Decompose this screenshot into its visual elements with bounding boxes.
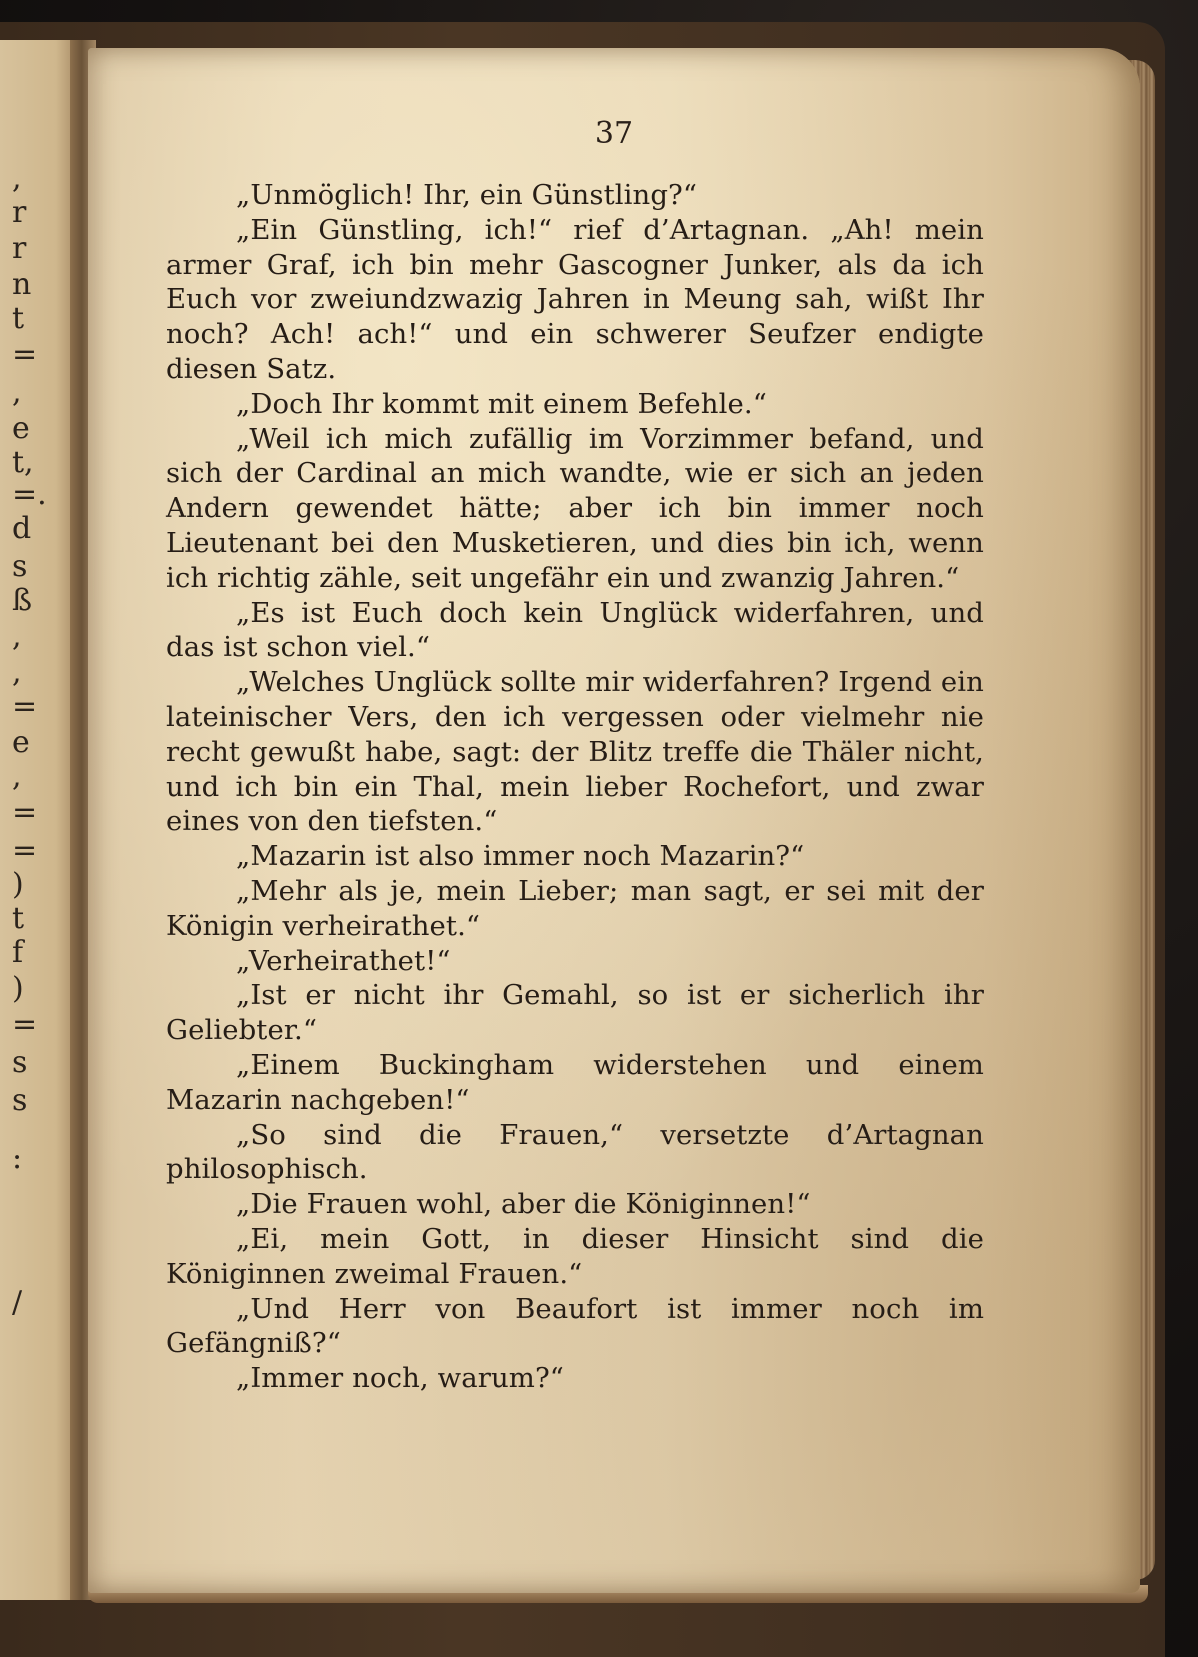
paragraph: „Verheirathet!“	[236, 944, 451, 977]
page-number: 37	[594, 116, 634, 151]
left-page-fragment	[0, 40, 80, 1600]
left-edge-mark: t	[12, 901, 25, 936]
paragraph: „Ei, mein Gott, in dieser Hinsicht sind die Königinnen zweimal Frauen.“	[166, 1222, 984, 1290]
left-edge-mark: e	[12, 411, 30, 446]
left-edge-mark: ,	[12, 655, 22, 690]
left-edge-mark: s	[12, 549, 28, 584]
left-edge-mark: d	[12, 511, 32, 546]
left-edge-mark: s	[12, 1045, 28, 1080]
paragraph: „Mazarin ist also immer noch Mazarin?“	[236, 840, 805, 873]
paragraph: „Weil ich mich zufällig im Vorzimmer befand, und sich der Cardinal an mich wandte, wie er sich an jeden Andern gewendet hätte; aber ich bin immer noch Lieutenant bei den Musketieren, und dies bin ich, wenn ich richtig zähle, seit ungefähr ein und zwanzig Jahren.“	[166, 422, 984, 594]
paragraph: „Mehr als je, mein Lieber; man sagt, er sei mit der Königin verheirathet.“	[166, 874, 984, 942]
left-edge-mark: f	[12, 935, 24, 970]
left-edge-mark: ,	[12, 619, 22, 654]
left-edge-mark: ß	[12, 583, 33, 618]
paragraph: „Die Frauen wohl, aber die Königinnen!“	[236, 1188, 811, 1221]
left-page-edge-text	[0, 40, 80, 1600]
left-edge-mark: /	[12, 1285, 23, 1320]
paragraph: „Immer noch, warum?“	[236, 1362, 564, 1395]
page-text-body	[166, 178, 984, 1396]
left-edge-mark: =	[12, 337, 38, 372]
paragraph: „Ein Günstling, ich!“ rief d’Artagnan. „Ah! mein armer Graf, ich bin mehr Gascogner Junker, als da ich Euch vor zweiundzwazig Jahren in Meung sah, wißt Ihr noch? Ach! ach!“ und ein schwerer Seufzer endigte diesen Satz.	[166, 213, 984, 385]
paragraph: „Es ist Euch doch kein Unglück widerfahren, und das ist schon viel.“	[166, 596, 984, 664]
paragraph: „Und Herr von Beaufort ist immer noch im Gefängniß?“	[166, 1292, 984, 1360]
left-edge-mark: ,	[12, 375, 22, 410]
right-page	[88, 48, 1140, 1593]
left-edge-mark: ,	[12, 161, 22, 196]
left-edge-mark: s	[12, 1083, 28, 1118]
left-edge-mark: t	[12, 301, 25, 336]
left-edge-mark: =	[12, 833, 38, 868]
left-edge-mark: :	[12, 1141, 23, 1176]
left-edge-mark: )	[12, 867, 24, 902]
paragraph: „Einem Buckingham widerstehen und einem Mazarin nachgeben!“	[166, 1048, 984, 1116]
left-edge-mark: =	[12, 1007, 38, 1042]
left-edge-mark: r	[12, 231, 27, 266]
left-edge-mark: ,	[12, 759, 22, 794]
left-edge-mark: =	[12, 795, 38, 830]
paragraph: „Doch Ihr kommt mit einem Befehle.“	[236, 387, 767, 420]
paragraph: „Unmöglich! Ihr, ein Günstling?“	[236, 179, 698, 211]
left-edge-mark: )	[12, 971, 24, 1006]
left-edge-mark: n	[12, 267, 32, 302]
paragraph: „So sind die Frauen,“ versetzte d’Artagnan philosophisch.	[166, 1118, 984, 1186]
left-edge-mark: r	[12, 195, 27, 230]
left-edge-mark: t,	[12, 445, 34, 480]
paragraph: „Welches Unglück sollte mir widerfahren? Irgend ein lateinischer Vers, den ich vergessen oder vielmehr nie recht gewußt habe, sagt: der Blitz treffe die Thäler nicht, und ich bin ein Thal, mein lieber Rochefort, und zwar eines von den tiefsten.“	[166, 666, 984, 838]
left-edge-mark: e	[12, 725, 30, 760]
paragraph: „Ist er nicht ihr Gemahl, so ist er sicherlich ihr Geliebter.“	[166, 979, 984, 1047]
left-edge-mark: =.	[12, 477, 47, 512]
left-edge-mark: =	[12, 689, 38, 724]
